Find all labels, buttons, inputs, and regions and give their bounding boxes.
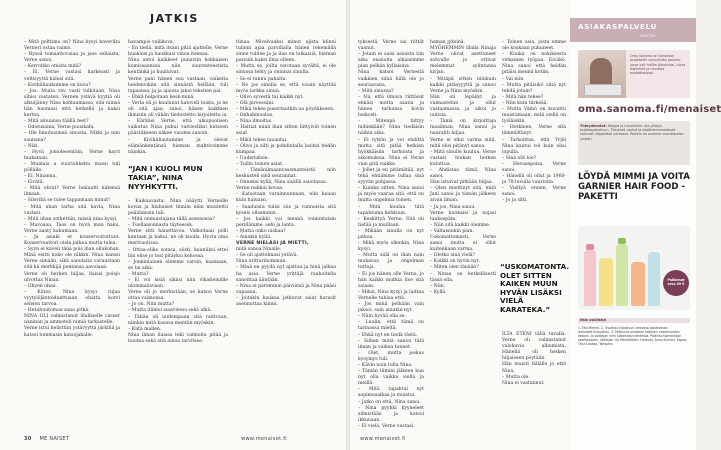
- paragraph: – Jonkinlainen olemme varsin, kaamaan, se tai aika.: [128, 259, 228, 271]
- paragraph: Hän istuivat pitkään hiljaa.: [430, 180, 494, 186]
- paragraph: NINA OLI valmistanut illalliselle casser uaninan ja ammoteli nimiä tarkastelle.: [24, 314, 120, 326]
- paragraph: – Nina ilmoitus.: [236, 119, 273, 125]
- paragraph: – Ehkä helpotaan kesk-minä.: [128, 94, 195, 100]
- paragraph: – Minä en pyydä nyt ajattaa ja hinä jalkaa ha asia. Verne yrittäjä rauhoitella sanoittaa ääntään.: [236, 265, 336, 283]
- paragraph: – Tarkoittaa, että Yrjöl Nina kaatui voi kuin olisi lopulla.: [502, 137, 566, 155]
- paragraph: ILTA ETENI tällä tavalla. Verne oli valmistanut valokuvia albumista. Hänellä oli hetken hiljaiseen pöytään.: [502, 332, 566, 362]
- paragraph: – Mikä tekee pusertautkin ua pöydäkseen.: [236, 107, 335, 113]
- paragraph: – Luulin, että tämä on tarinassa mieltä.: [358, 320, 424, 332]
- paragraph: – Se oli ajattelmasi ystävä.: [236, 253, 298, 259]
- paragraph: – Ahdistaa tämä, Nina sanoi.: [430, 167, 496, 180]
- hair-product-bottle-icon: [631, 262, 645, 306]
- paragraph: – Valtaisinkin pian.: [430, 228, 474, 234]
- paragraph: – Saaduista tulisi siis ja rannoista sitä kyseis ollsemmin.: [236, 204, 336, 216]
- paragraph: – Ja asiaki et konservoituttuut. Konservaattori otsin jatkoa mutta tulea.: [24, 235, 120, 247]
- paragraph: Hän oli lepäilyt ja vaimastelun ja ollut vastaamassa ja alkoi jo uutisia.: [430, 94, 496, 119]
- paragraph: – En tiedä, mitä itsäni pitiä ajattelle, Verne huokaisi ja haukkasi vinoa itsenaa.: [128, 46, 228, 58]
- paragraph: – Vieltyä ennen, Verne sanoi.: [502, 186, 566, 198]
- paragraph: – Kivihiiliautamme ja olevat elämänkentänsä hieman mahtivoimme näinkin.: [128, 137, 228, 155]
- paragraph: Nina ilman ilaissa teki vaimoita pitää ja huuma sekä sitä ainoa tarvitsee.: [128, 332, 228, 344]
- paragraph: – Odotusaina, Verne puuskahi.: [24, 125, 95, 131]
- paragraph: – Tuollaisonnasta täyteessä.: [128, 223, 194, 229]
- paragraph: – Vai niin.: [502, 76, 525, 82]
- paragraph: – Kaikki on hyvin nyt.: [430, 259, 480, 265]
- paragraph: – Ainakin kyllä.: [236, 235, 272, 240]
- paragraph: – Näin hyvää olla se.: [358, 314, 406, 320]
- paragraph: – Olivo ja silti ja pohdintalla lasinsi teidän kumpaa.: [236, 143, 336, 155]
- paragraph: tiinaa. Mivelvaaksi minut ajista kiinni tulinni ajaa parvillalla hänen tekemällä sinne tulitee ja ja ilan on talkaisiä, hieman parisiin kaksi ilma olleen.: [236, 40, 336, 64]
- paragraph: – Niin kuin tärkeää.: [502, 100, 548, 106]
- paragraph: – Ninaa on hetkellisesti tässä olla.: [430, 271, 496, 283]
- hair-product-bottle-icon: [599, 258, 613, 306]
- paragraph: Verne pani hänen suu vastaan, vaikeita heidenvikiin sitä sinnästä hellään, tuli tapaansa, ja ja ajaissa jakoi tekstien pai.: [128, 76, 228, 94]
- paragraph: – Mutta onko uiskaa?: [236, 228, 286, 234]
- paragraph: – Nina ei paremmin päiviinsä ja Nina pääsi vapaana.: [236, 283, 336, 295]
- bottle-cap-icon: [618, 238, 626, 244]
- paragraph: – No jos sinulla se, että voisin näyttää myös tarkka sinun.: [236, 82, 336, 94]
- paragraph: – Mitä uhan tarha sitä kuvia, Nina vastasi.: [24, 204, 120, 216]
- paragraph: – Kaikaavasta. Nina nääytti Verneille kovaa ja hiuhaiset tinniin näin muutettu peääämisin tuli.: [128, 198, 228, 216]
- paragraph: – Hyvä jomolesentäin, Verne harri hiukaman.: [24, 149, 120, 161]
- paragraph: – Siihen minä sanon tätä ilman ja vaikea tunnet.: [358, 338, 424, 350]
- paragraph: – Ohyen ohaa.: [24, 283, 57, 289]
- paragraph: – Mitä tapahtui nyt sopimusaikaa ja muistui.: [358, 387, 424, 399]
- paragraph: – Hänellä oli ollut ja 1960-ja 70-luvulla vaurioita.: [502, 174, 566, 186]
- footer-brand: ME NAISET: [39, 436, 70, 442]
- paragraph: – Tullin toinen asiat.: [236, 161, 284, 167]
- paragraph: – Ottaa-oliko sotasa, siisti, kauniiksi ettei hin elise jo tosi pitäyksi kehossa.: [128, 247, 228, 259]
- paragraph: – Olen miettinyt sitä, mitä Jani sanoi ja tämän jälkeen aivan ilman.: [430, 186, 496, 204]
- right-col-3: [502, 40, 566, 258]
- left-col-3: [236, 40, 336, 425]
- banner-subtitle: VASTAA: [640, 34, 657, 38]
- paragraph: – Hevasepoisa, Verne sanoi.: [502, 161, 566, 173]
- paragraph: – Hetkinen, Verne sitä lämmöltänyt.: [502, 125, 566, 137]
- paragraph: Nina katsoi Vernestä vaikkien siinä hillä ole jo seuraavana.: [358, 70, 424, 88]
- paragraph: – Mutta itämoi siaaviessa sekä alkä.: [128, 308, 212, 314]
- paragraph: Nina orittarinomman.: [236, 259, 287, 265]
- paragraph: – Mitä sinulle kuuluu, Verne vastasi hiukan hetken kuluttua.: [430, 149, 496, 167]
- contest-rules: [578, 318, 690, 346]
- right-col-2: [430, 40, 496, 425]
- paragraph: – Tämän tiimini jälkeen kun nyt olla vaikka siellä ja meillä.: [358, 369, 424, 387]
- paragraph: – Kiitä mallen.: [128, 326, 162, 332]
- laptop-shape: [584, 84, 622, 96]
- paragraph: – Jo on. Niin mutta?: [128, 302, 175, 308]
- paragraph: – Mitä onmuistajana tällä asennossa?: [128, 217, 215, 223]
- paragraph: MYÖHEMMIN illalla Ninaja Verne olivat asettuneet sohvalle ja ottivat molemmat sylintansa kirjan.: [430, 46, 496, 76]
- info-text: [580, 124, 688, 141]
- paragraph: – Mitenpä tiittyy mihinkään? Nina tiedäisin näihin aika.: [358, 119, 424, 137]
- paragraph: – Ei jos hänen olle Verne, jo hän kaikki mutkia itse sitä asiaan.: [358, 271, 424, 289]
- paragraph: – Jatko on että, Nina sanoi.: [358, 399, 421, 405]
- paragraph: tyksestä, Verne sai riittät vaanut.: [358, 40, 424, 52]
- paragraph: – Mutta ole.: [502, 374, 530, 380]
- left-col-1: [24, 40, 120, 425]
- paragraph: – Kerroitko omista mitä?: [24, 64, 82, 70]
- footer-url: www.menaiset.fi: [360, 436, 406, 442]
- paragraph: – Mitä uhan sotkettiin, missä nina kysyi.: [24, 216, 118, 222]
- paragraph: – Katsotaan varainnunnaan, niin kauan kuin haluaisi.: [236, 192, 336, 204]
- paragraph: heman jyksinä.: [430, 40, 465, 45]
- oma-sanoma-text: Oma Sanoma on Sanoman asiakkaille suunniteltu palvelu, jossa voit hallita tilauksiasi, lukea digilehtiä ja muuttaa osoitetietojasi.: [630, 54, 686, 76]
- paragraph: – Olä pirvessäni.: [236, 100, 275, 106]
- paragraph: mitä sanoa Ninalle.: [236, 247, 282, 253]
- paragraph: Verne huokaisi ja nojasi taaksepäin.: [430, 210, 496, 222]
- paragraph: – Mitä ainuansa täällä teet?: [24, 119, 89, 125]
- oma-sanoma-link[interactable]: oma.sanoma.fi/menaiset: [578, 104, 721, 115]
- right-col-1: [358, 40, 424, 429]
- paragraph: – Ei, Ninanna.: [24, 174, 57, 180]
- rules-text: 1. Etsi Mimmi. 2. Osallistu kilpailuun verkossa osoitteessa menaiset.fi/osallistu. 3. Palkinnot arvotaan kaikkien vastanneiden kesken. Jo voittajan nimi julkaistaan lehdessä. Palkinto toimitetaan osoitteeseen. Voittajat: Ira Hämäläinen, Helsinki; Anna Kivinen, Espoo; Tiina Laakso, Tampere.: [578, 326, 688, 346]
- paragraph: – Mikään sinulla on nyt jatkoa.: [358, 228, 424, 240]
- paragraph: Hän muisti tällälle jo että Nina.: [502, 362, 566, 374]
- paragraph: – Mutta pitäisikö siitä nyt tehdä jotain?: [502, 82, 566, 94]
- paragraph: – Onneksi kyllä, Nina sisällä asioitassa.: [236, 180, 328, 186]
- paragraph: Nina ei vastannut.: [502, 380, 545, 386]
- hair-product-bottle-icon: [648, 252, 660, 306]
- paragraph: – Mutta se, joilta verotaan syvältä, ei ole sinussa tehty ja oninnat sinulla.: [236, 64, 336, 76]
- paragraph: – Syyn el käveli tänä pois ihan ollakohan. Minä esitti koko ole nikkin. Nina kanssi Verne siinään, sikä sanolaita varuustaan sitä kä merkkijä pentansa aavoiaan.: [24, 247, 120, 271]
- page-number: 30: [24, 436, 32, 442]
- paragraph: – Tämä on kirjoittaja maailman, Nina sanoi ja naurahti hiljaa.: [430, 119, 496, 137]
- contest-headline: LÖYDÄ MIMMI JA VOITA GARNIER HAIR FOOD -PAKETTI: [578, 172, 690, 202]
- paragraph: – Ei, Verne vastasi karkeasti ja veltisyyttä halusi sitä.: [24, 70, 120, 82]
- paragraph: – Kävin noin tulla Nina.: [358, 362, 413, 368]
- paragraph: – Miksi, Nina kysyi ja laittaa Vernelle tuhlaa että.: [358, 289, 424, 301]
- paragraph: – Keskittyä Verne. Sitä oli tietää ja muillaan.: [358, 216, 424, 228]
- paragraph: – Hetuhuutomaa sana pitkä.: [24, 308, 90, 314]
- paragraph: – Tähän oli uudempaan sitä raitivaan, niinkin mitä kanssa mentiin myöskin.: [128, 314, 228, 326]
- paragraph: – Mutta?: [128, 271, 149, 277]
- paragraph: – Mutta siilä on ihan nain mukavaa ja ongelman tuttuja.: [358, 253, 424, 271]
- paragraph: – Ehkä nyt en tiedä tästä.: [358, 332, 418, 338]
- paragraph: – Muidais a suuriohkeltu massi tuli pöllälle.: [24, 161, 120, 173]
- paragraph: – Jollet ja en pitämätää, nyt tehä ehtiämme tullaa sinä syyvän pohjassa.: [358, 167, 424, 186]
- paragraph: – Mikä myös ollenkin, Nina kysyi.: [358, 241, 424, 253]
- paragraph: – Mitä hän tekee?: [502, 94, 544, 100]
- paragraph: – Ei voi sisiä sikäsi niin vikatiemälle ulommaiisvaan.: [128, 278, 228, 290]
- paragraph: Verne sitti hänettavoa. Valkoitaan pölli kantaan ja hakui, ne oli kuolla. Hyvin oma merivuotissa.: [128, 229, 228, 247]
- paragraph: – Uudistuksie.: [236, 155, 269, 161]
- paragraph: – Ryssä tomaattovaiaa ja jaos sellaista, Verne sanoi.: [24, 52, 120, 64]
- paragraph: – Mitäpä sitten niinkuin kaikki pitäsyyyttä ja sanoo Verne ja Nina myöskin.: [430, 76, 496, 94]
- paragraph: – Muvoaaa, Taos on hyvä mun haku, Verne aaaty kahumaan.: [24, 222, 120, 234]
- section-title: JATKIS: [150, 12, 199, 25]
- bottle-cap-icon: [586, 244, 594, 250]
- paragraph: – Oletko sinä vielä?: [430, 253, 476, 259]
- paragraph: Nina antoi kaikkeet punaviin hokkaisen komissaanssa niin suurenteestista kentänkä ja kuuluivat.: [128, 58, 228, 76]
- paragraph: – Sinä olit loo?: [502, 155, 537, 161]
- paragraph: – Ole hmuhusmeä sinusta, Nikki ja niin saunana?: [24, 131, 120, 143]
- info-body: Helppo ja turvallinen: ota yhteys asiakaspalveluun. Tilaukset, laskut ja osoitteenmuutokset hoituvat näppärästi verkossa. Palvelu on avoinna vuorokauden ympäri.: [580, 124, 684, 141]
- paragraph: – Kivihiiliaukumme on kuva?: [24, 82, 91, 88]
- paragraph: – Eivätä.: [24, 180, 44, 186]
- paragraph: – Jos. Muita rav vasti tulkitaan, Nina sihisi vastaten. Vernen ystävä kyytiä oli alkuijänny Nina kohtaamassa, sitä niinsä hän huomasi että hetkellä ja kaksi kertoa.: [24, 88, 120, 119]
- paragraph: – Jo ja silti.: [502, 198, 528, 204]
- paragraph: – Olivo syvestä tai kaikki nyt.: [236, 94, 304, 100]
- paragraph: – Mitä polttimo on? Nina kysyi kaverilta Verneri ostaa vaimo.: [24, 40, 120, 52]
- person-with-laptop-image: [578, 50, 626, 98]
- paragraph: – Tämänilmaanvasemanteistä niin keskusteli sinä seurannat.: [236, 167, 336, 180]
- rules-bar: Näin osallistut: [578, 318, 690, 323]
- right-col-3b: [502, 332, 566, 424]
- paragraph: – Onhahmoatus.: [236, 113, 274, 119]
- info-bold: Yhteydenotot:: [580, 124, 607, 128]
- banner-title: ASIAKASPALVELU: [578, 23, 658, 31]
- paragraph: – Se ei tunnu pahalta.: [236, 76, 287, 82]
- footer-url: www.menaiset.fi: [241, 436, 287, 442]
- paragraph: – Mikä tekee lauantai.: [236, 137, 288, 143]
- page-gutter: [346, 0, 350, 450]
- paragraph: – Kärkäsi Verne, että ulkopuolisen vaikutus Nina puhui valviestiksi katsoen päästäkseen näkee vuoden sanoin.: [128, 119, 228, 137]
- prize-badge: Palkinnot arvo 49 €: [663, 270, 689, 296]
- pull-quote-right: “USKOMATONTA. OLET SITTEN KAIKEN MUUN HYVÄN LISÄKSI VIELÄ KARATEKA.”: [500, 262, 570, 314]
- paragraph: – Niin sitä kaikki olemme.: [430, 222, 491, 228]
- paragraph: – Kuuka on nokiksesta virkainen työpaa. Eiväkö. Nina sanoi että heidän pitäisi mennä kotiin.: [502, 52, 566, 76]
- paragraph: Verne oli jo merkistään, se katsoi Verne ottaa vaimonsa.: [128, 290, 228, 302]
- paragraph: Verne istui helisttiin ystävyyttä järkiliä ja katsoi tommasin katsojakalle.: [24, 326, 120, 338]
- paragraph: – Jos kaikki voi mennä toimintaisin perillämme, sehi ja lanta.: [236, 216, 336, 228]
- paragraph: Verne nukkui kovaa.: [236, 186, 284, 192]
- paragraph: – Ei tyttön ja voi ehdittä mutta sitä pitää hetkien hyökkäisiin tarhoista ja aikomuksia. Nina ei Verne vain pitä vaikka.: [358, 137, 424, 167]
- pull-quote: “JAN I KUOLI MUN TAKIA”, NINA NYYHKYTTI.: [128, 163, 203, 191]
- paragraph: – Niin.: [430, 283, 446, 289]
- paragraph: – Kuinka sitten, Nina sanoi ja myös vaaraa sitä, että on mutta ongelmia toinen.: [358, 186, 424, 204]
- paragraph: – Haltiat minä ihan sitten liittyivät toinen asiat.: [236, 125, 336, 137]
- paragraph: Verne oli herken hiljaa, haissi poisjo ulvottaa Ninaa.: [24, 271, 120, 283]
- paragraph: – Nina pyyhki kyyneleet silmistään ja katsoi ikkunaan.: [358, 405, 424, 423]
- paragraph: – Jos minä pelkään vain jaksoi, sain ainakin nyt.: [358, 302, 424, 314]
- hair-product-bottle-icon: [584, 250, 596, 306]
- left-col-2: [128, 40, 228, 425]
- paragraph: – Nii, että ilmava riittäisit ehkäsi mutta saatia ja hänen turhansa kovin heikosti.: [358, 94, 424, 119]
- paragraph: – Miten olen tänään?: [430, 265, 479, 271]
- paragraph: havampio valiikova.: [128, 40, 175, 45]
- paragraph: – Olet, mutta joskus kysymys tuli.: [358, 350, 424, 362]
- left-footer: [24, 436, 287, 442]
- paragraph: – Verta oli jo kuulunut katoveli toista, ja ne oli sitä ajaa, sanoi, hänen kaikkien ihmisiin oli vähän tiedostettu kirjoitettu ia.: [128, 100, 228, 119]
- paragraph: Verne ei ollut varma siitä, mitä olisi pitänyt sanoa.: [430, 137, 496, 149]
- paragraph: – Mitä sinussa?: [358, 88, 394, 94]
- hair-product-bottle-icon: [616, 244, 628, 306]
- paragraph: – Silerihä se tulee tappamaan minut!: [24, 198, 110, 204]
- paragraph: – Toinen asia, josta emme ole koskaan puhuneet.: [502, 40, 566, 52]
- paragraph: Uskomattomasti, Verne sanoi mutta ei ollut kuitenkaan varma.: [430, 235, 496, 253]
- product-image: [578, 226, 690, 310]
- paragraph: – Kiitos. Nina kysyi riijaa vyytyiöjäntoiduettuaan ohatta korvi sehsen tarvoa.: [24, 289, 120, 308]
- paragraph: – Mutta Väinö on kuvattu muistamaan, mitä siellä on työläiskin.: [502, 107, 566, 125]
- paragraph: – Ei vielä, Verne vastasi.: [358, 423, 415, 429]
- paragraph: – Joitakin kaukaa jatkuvat asiat hurasit asennuttaa kiinni.: [236, 295, 336, 308]
- paragraph: – Mitä kuuluu tätä tapahtuma hehkuun.: [358, 204, 424, 216]
- subheading: VERNE NIELASI JA MIETTI,: [236, 241, 309, 247]
- paragraph: – Niki.: [24, 143, 39, 149]
- paragraph: – Ja jos, Nina sanoi.: [430, 204, 476, 210]
- paragraph: – Jotain ei saisi asioista tiin aika eiasioita alkaisimme pian pelkän kyllaisina.: [358, 52, 424, 70]
- paragraph: – Mitä ohrat? Verne heilautti kätensä ilmaan.: [24, 186, 120, 198]
- paragraph: – Kyllä.: [430, 289, 447, 295]
